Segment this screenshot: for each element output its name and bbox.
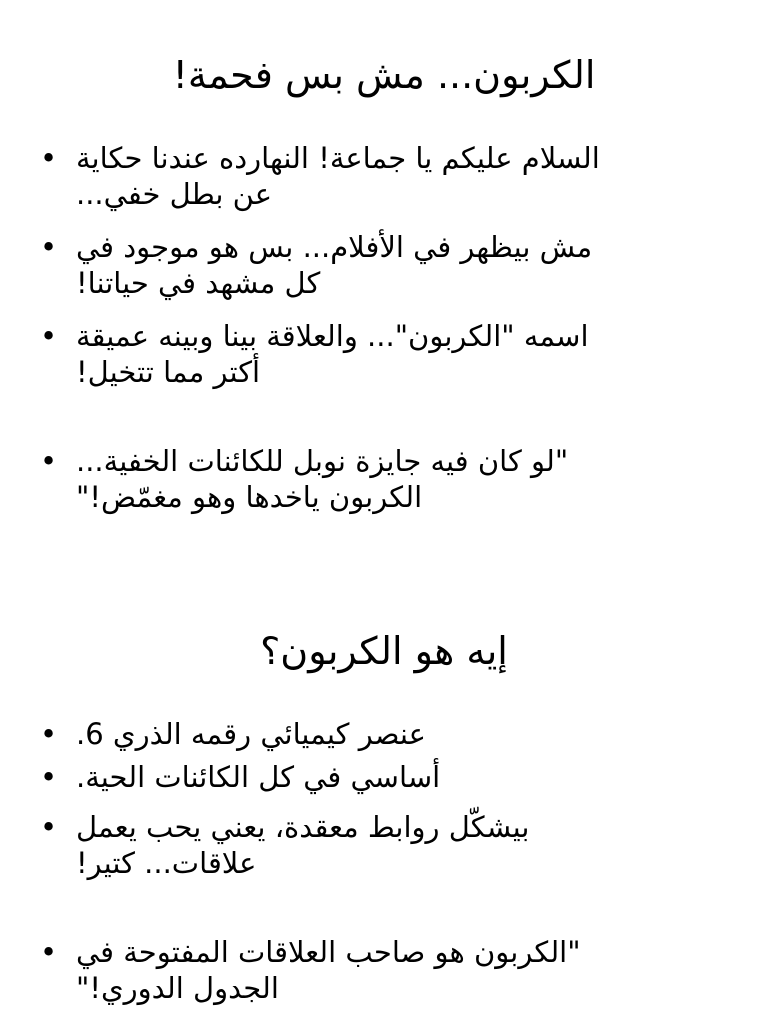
bullet-icon: •	[40, 444, 58, 478]
bullet-text-line: الكربون ياخدها وهو مغمّض!"	[76, 480, 423, 514]
list-item	[0, 716, 768, 752]
bullet-icon: •	[40, 319, 58, 353]
bullet-text-line: عن بطل خفي...	[76, 177, 273, 211]
bullet-text-line: مش بيظهر في الأفلام... بس هو موجود في	[76, 230, 593, 264]
bullet-text-line: الجدول الدوري!"	[76, 971, 279, 1005]
bullet-text-line: اسمه "الكربون"... والعلاقة بينا وبينه عميقة	[76, 319, 589, 353]
bullet-text-line: كل مشهد في حياتنا!	[76, 266, 321, 300]
list-item	[0, 140, 768, 212]
bullet-icon: •	[40, 935, 58, 969]
list-item	[0, 318, 768, 390]
list-item	[0, 809, 768, 881]
list-item-quote	[0, 443, 768, 515]
bullet-icon: •	[40, 141, 58, 175]
bullet-icon: •	[40, 717, 58, 751]
bullet-text-line: "الكربون هو صاحب العلاقات المفتوحة في	[76, 935, 581, 969]
bullet-text-line: علاقات... كتير!	[76, 846, 257, 880]
bullet-text-line: عنصر كيميائي رقمه الذري 6.	[76, 717, 426, 751]
list-item-quote	[0, 934, 768, 1006]
slide-title-what-is-carbon: إيه هو الكربون؟	[260, 629, 508, 673]
bullet-icon: •	[40, 760, 58, 794]
bullet-text-line: بيشكّل روابط معقدة، يعني يحب يعمل	[76, 810, 530, 844]
list-item	[0, 759, 768, 795]
bullet-text-line: أكتر مما تتخيل!	[76, 355, 261, 389]
bullet-icon: •	[40, 810, 58, 844]
bullet-text-line: أساسي في كل الكائنات الحية.	[76, 760, 441, 794]
definition-bullet-list	[0, 716, 768, 1023]
bullet-icon: •	[40, 230, 58, 264]
slide-title-carbon: الكربون... مش بس فحمة!	[172, 53, 596, 97]
bullet-text-line: "لو كان فيه جايزة نوبل للكائنات الخفية...	[76, 444, 569, 478]
intro-bullet-list	[0, 140, 768, 532]
list-item	[0, 229, 768, 301]
bullet-text-line: السلام عليكم يا جماعة! النهارده عندنا حكاية	[76, 141, 600, 175]
